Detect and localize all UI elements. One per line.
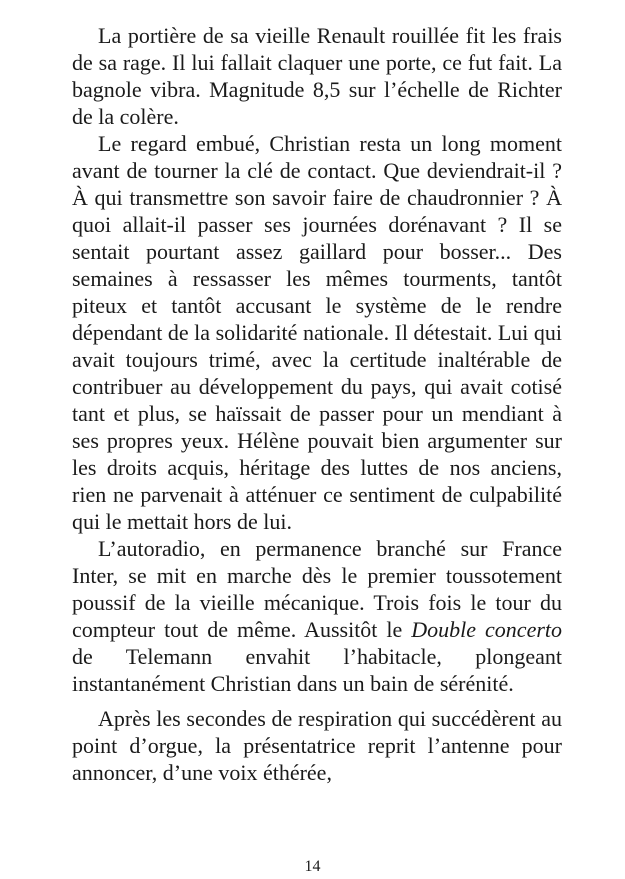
paragraph-4-text: Après les secondes de respiration qui succédèrent au point d’orgue, la présentatrice reprit l’antenne pour annoncer, d’une voix éthérée,: [72, 706, 562, 785]
page-number: 14: [304, 858, 321, 875]
paragraph-1-text: La portière de sa vieille Renault rouillée fit les frais de sa rage. Il lui fallait claquer une porte, ce fut fait. La bagnole vibra. Magnitude 8,5 sur l’échelle de Richter de la colère.: [72, 23, 562, 129]
paragraph-2: [72, 130, 562, 535]
paragraph-1: [72, 22, 562, 130]
paragraph-2-text: Le regard embué, Christian resta un long moment avant de tourner la clé de contact. Que deviendrait-il ? À qui transmettre son savoir faire de chaudronnier ? À quoi allait-il passer ses journées dorénavant ? Il se sentait pourtant assez gaillard pour bosser... Des semaines à ressasser les mêmes tourments, tantôt piteux et tantôt accusant le système de le rendre dépendant de la solidarité nationale. Il détestait. Lui qui avait toujours trimé, avec la certitude inaltérable de contribuer au développement du pays, qui avait cotisé tant et plus, se haïssait de passer pour un mendiant à ses propres yeux. Hélène pouvait bien argumenter sur les droits acquis, héritage des luttes de nos anciens, rien ne parvenait à atténuer ce sentiment de culpabilité qui le mettait hors de lui.: [72, 131, 562, 534]
paragraph-4: [72, 705, 562, 786]
paragraph-3-text-a: L’autoradio, en permanence branché sur France Inter, se mit en marche dès le premier toussotement poussif de la vieille mécanique. Trois fois le tour du compteur tout de même. Aussitôt le: [72, 536, 562, 642]
paragraph-3: [72, 535, 562, 697]
paragraph-3-italic-title: Double concerto: [411, 617, 563, 642]
book-page-body: [72, 22, 562, 786]
paragraph-3-text-b: de Telemann envahit l’habitacle, plongeant instantanément Christian dans un bain de sérénité.: [72, 644, 562, 696]
